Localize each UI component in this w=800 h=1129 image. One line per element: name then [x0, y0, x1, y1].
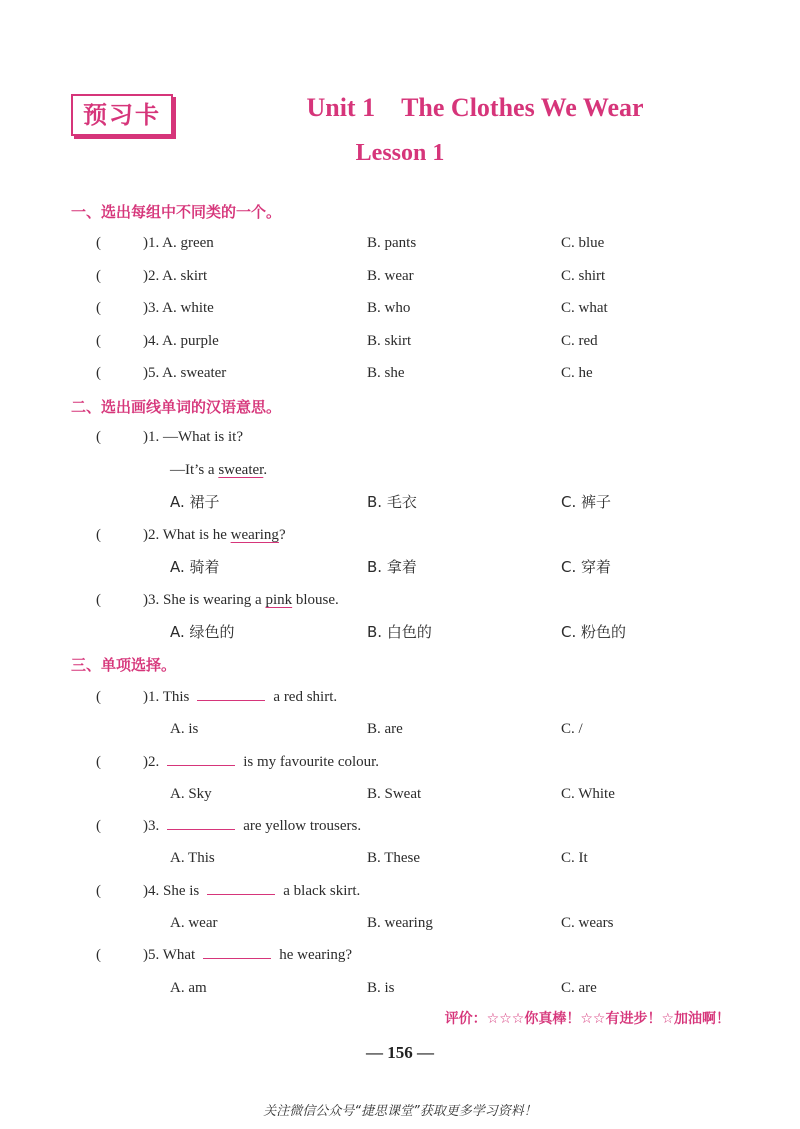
stem-suffix: are yellow trousers. — [243, 818, 362, 834]
stem-suffix: blouse. — [292, 592, 339, 608]
s3-question-4-options — [0, 911, 800, 935]
stem-prefix: )3. She is wearing a — [143, 592, 266, 608]
underlined-word: wearing — [230, 527, 279, 543]
answer-paren[interactable]: ( — [96, 365, 101, 381]
s3-question-4 — [0, 879, 800, 903]
option-b: B. wear — [367, 268, 414, 284]
option-a: A. This — [170, 850, 215, 866]
option-c: C. White — [561, 786, 615, 802]
self-evaluation: 评价：☆☆☆你真棒！☆☆有进步！☆加油啊！ — [444, 1011, 730, 1027]
option-b: B. is — [367, 980, 395, 996]
answer-paren[interactable]: ( — [96, 268, 101, 284]
stem-suffix: he wearing? — [279, 947, 353, 963]
stem-prefix: )4. She is — [143, 883, 200, 899]
s3-question-1-options — [0, 717, 800, 741]
option-c: C. / — [561, 721, 583, 737]
option-a: A. Sky — [170, 786, 212, 802]
fill-blank[interactable] — [203, 944, 271, 959]
option-b: B. 白色的 — [367, 623, 432, 641]
answer-paren[interactable]: ( — [96, 429, 101, 445]
option-c: C. 穿着 — [561, 558, 612, 576]
underlined-word: sweater — [218, 462, 264, 478]
option-c: C. wears — [561, 915, 614, 931]
stem-prefix: )2. — [143, 754, 160, 770]
option-a: A. wear — [170, 915, 218, 931]
fill-blank[interactable] — [197, 686, 265, 701]
fill-blank[interactable] — [167, 751, 235, 766]
option-b: B. wearing — [367, 915, 433, 931]
answer-paren[interactable]: ( — [96, 300, 101, 316]
option-a: A. am — [170, 980, 207, 996]
underlined-word: pink — [265, 592, 293, 608]
question-stem: )4. A. purple — [143, 333, 219, 349]
unit-title — [0, 93, 800, 123]
s2-question-1-options — [0, 490, 800, 514]
option-c: C. what — [561, 300, 608, 316]
s3-question-5 — [0, 943, 800, 967]
answer-paren[interactable]: ( — [96, 947, 101, 963]
option-c: C. 粉色的 — [561, 623, 627, 641]
section-3-title: 三、单项选择。 — [71, 656, 177, 674]
question-stem: )5. A. sweater — [143, 365, 227, 381]
question-stem — [143, 523, 286, 547]
s1-question-1 — [0, 231, 800, 255]
option-b: B. are — [367, 721, 403, 737]
s2-question-2 — [0, 523, 800, 547]
stem-prefix: )3. — [143, 818, 160, 834]
s1-question-4 — [0, 329, 800, 353]
answer-paren[interactable]: ( — [96, 527, 101, 543]
question-stem — [143, 879, 360, 903]
page-number: — 156 — — [366, 1043, 434, 1062]
reply-prefix: —It’s a — [170, 462, 219, 478]
answer-paren[interactable]: ( — [96, 592, 101, 608]
question-stem — [143, 588, 339, 612]
stem-prefix: )1. This — [143, 689, 190, 705]
reply-line — [170, 458, 267, 482]
question-stem: )1. —What is it? — [143, 429, 243, 445]
question-stem — [143, 943, 352, 967]
unit-name: The Clothes We Wear — [401, 93, 644, 122]
question-stem — [143, 685, 337, 709]
answer-paren[interactable]: ( — [96, 333, 101, 349]
option-b: B. 拿着 — [367, 558, 417, 576]
unit-number: Unit 1 — [306, 93, 376, 122]
question-stem: )3. A. white — [143, 300, 214, 316]
option-c: C. It — [561, 850, 588, 866]
s3-question-3-options — [0, 846, 800, 870]
s1-question-2 — [0, 264, 800, 288]
section-2-title: 二、选出画线单词的汉语意思。 — [71, 398, 282, 416]
footer-note: 关注微信公众号“捷思课堂”获取更多学习资料！ — [263, 1104, 537, 1119]
reply-suffix: . — [263, 462, 268, 478]
s2-question-2-options — [0, 555, 800, 579]
option-b: B. pants — [367, 235, 417, 251]
s3-question-3 — [0, 814, 800, 838]
section-1-title: 一、选出每组中不同类的一个。 — [71, 203, 282, 221]
s3-question-1 — [0, 685, 800, 709]
stem-suffix: a black skirt. — [283, 883, 361, 899]
answer-paren[interactable]: ( — [96, 689, 101, 705]
answer-paren[interactable]: ( — [96, 818, 101, 834]
option-a: A. 骑着 — [170, 558, 220, 576]
answer-paren[interactable]: ( — [96, 235, 101, 251]
option-b: B. 毛衣 — [367, 493, 417, 511]
s1-question-3 — [0, 296, 800, 320]
option-b: B. skirt — [367, 333, 412, 349]
stem-suffix: is my favourite colour. — [243, 754, 380, 770]
fill-blank[interactable] — [167, 815, 235, 830]
s2-question-3-options — [0, 620, 800, 644]
option-b: B. who — [367, 300, 411, 316]
s3-question-2-options — [0, 782, 800, 806]
option-b: B. These — [367, 850, 421, 866]
option-c: C. are — [561, 980, 597, 996]
s2-question-1-reply — [0, 458, 800, 482]
preview-card-badge: 预习卡 — [71, 94, 173, 136]
option-c: C. he — [561, 365, 593, 381]
question-stem: )2. A. skirt — [143, 268, 208, 284]
s1-question-5 — [0, 361, 800, 385]
lesson-title: Lesson 1 — [355, 140, 445, 166]
option-a: A. 绿色的 — [170, 623, 235, 641]
option-b: B. she — [367, 365, 405, 381]
option-b: B. Sweat — [367, 786, 422, 802]
option-a: A. is — [170, 721, 199, 737]
stem-prefix: )2. What is he — [143, 527, 231, 543]
option-c: C. red — [561, 333, 598, 349]
stem-suffix: a red shirt. — [273, 689, 338, 705]
option-c: C. shirt — [561, 268, 606, 284]
answer-paren[interactable]: ( — [96, 754, 101, 770]
question-stem — [143, 814, 361, 838]
option-a: A. 裙子 — [170, 493, 220, 511]
question-stem — [143, 750, 379, 774]
option-c: C. 裤子 — [561, 493, 612, 511]
answer-paren[interactable]: ( — [96, 883, 101, 899]
s3-question-2 — [0, 750, 800, 774]
s3-question-5-options — [0, 976, 800, 1000]
question-stem: )1. A. green — [143, 235, 214, 251]
option-c: C. blue — [561, 235, 605, 251]
fill-blank[interactable] — [207, 880, 275, 895]
s2-question-3 — [0, 588, 800, 612]
stem-suffix: ? — [278, 527, 286, 543]
s2-question-1 — [0, 425, 800, 449]
stem-prefix: )5. What — [143, 947, 196, 963]
